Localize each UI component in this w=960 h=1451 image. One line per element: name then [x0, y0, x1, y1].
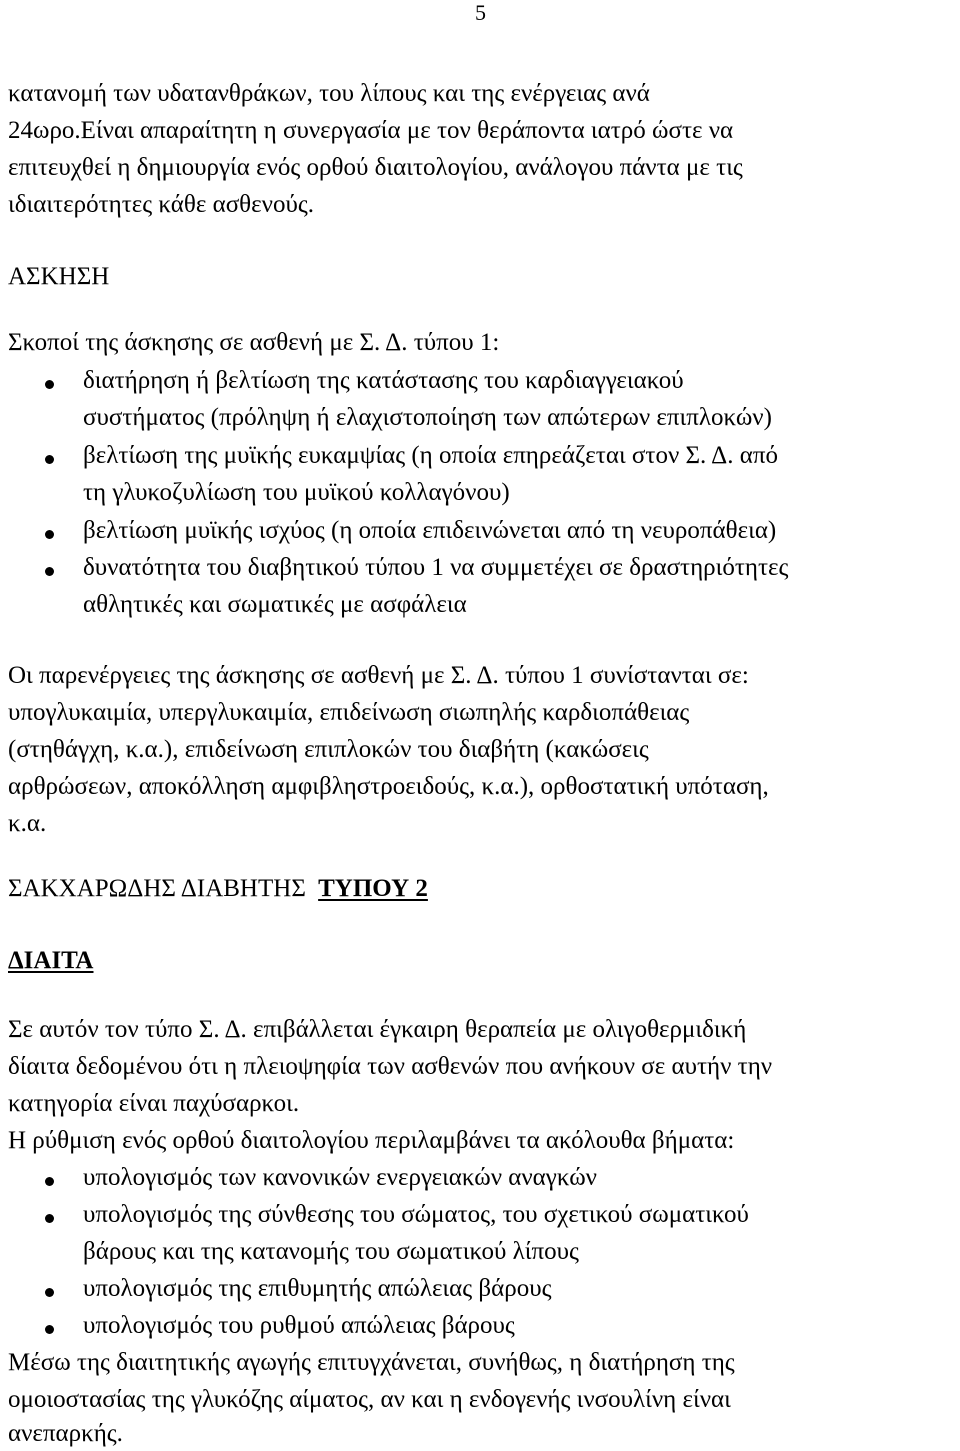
- section-heading-plain: ΣΑΚΧΑΡΩΔΗΣ ΔΙΑΒΗΤΗΣ: [8, 875, 306, 902]
- exercise-heading: ΑΣΚΗΣΗ: [8, 263, 110, 290]
- intro-line: κατανομή των υδατανθράκων, του λίπους και της ενέργειας ανά: [8, 80, 650, 107]
- side-effects-line: Οι παρενέργειες της άσκησης σε ασθενή με Σ. Δ. τύπου 1 συνίστανται σε:: [8, 662, 749, 689]
- bullet-line: βελτίωση μυϊκής ισχύος (η οποία επιδεινώνεται από τη νευροπάθεια): [83, 517, 777, 544]
- step-line: υπολογισμός του ρυθμού απώλειας βάρους: [83, 1312, 515, 1339]
- intro-line: επιτευχθεί η δημιουργία ενός ορθού διαιτολογίου, ανάλογου πάντα με τις: [8, 154, 743, 181]
- step-line: υπολογισμός της επιθυμητής απώλειας βάρους: [83, 1275, 552, 1302]
- diet-line: κατηγορία είναι παχύσαρκοι.: [8, 1090, 300, 1117]
- closing-line: ομοιοστασίας της γλυκόζης αίματος, αν και η ενδογενής ινσουλίνη είναι: [8, 1386, 731, 1413]
- page-number: 5: [475, 0, 486, 25]
- bullet-line: διατήρηση ή βελτίωση της κατάστασης του καρδιαγγειακού: [83, 367, 684, 394]
- section-heading-underlined: ΤΥΠΟΥ 2: [318, 875, 428, 902]
- side-effects-line: αρθρώσεων, αποκόλληση αμφιβληστροειδούς, κ.α.), ορθοστατική υπόταση,: [8, 773, 769, 800]
- intro-line: ιδιαιτερότητες κάθε ασθενούς.: [8, 191, 314, 218]
- bullet-icon: [45, 567, 54, 576]
- bullet-line: τη γλυκοζυλίωση του μυϊκού κολλαγόνου): [83, 479, 510, 506]
- bullet-icon: [45, 1325, 54, 1334]
- diet-line: δίαιτα δεδομένου ότι η πλειοψηφία των ασθενών που ανήκουν σε αυτήν την: [8, 1053, 773, 1080]
- step-line: βάρους και της κατανομής του σωματικού λίπους: [83, 1238, 579, 1265]
- bullet-line: βελτίωση της μυϊκής ευκαμψίας (η οποία επηρεάζεται στον Σ. Δ. από: [83, 442, 778, 469]
- exercise-goals-title: Σκοποί της άσκησης σε ασθενή με Σ. Δ. τύπου 1:: [8, 329, 500, 356]
- intro-line: 24ωρο.Είναι απαραίτητη η συνεργασία με τον θεράποντα ιατρό ώστε να: [8, 117, 734, 144]
- bullet-icon: [45, 455, 54, 464]
- closing-line: ανεπαρκής.: [8, 1420, 123, 1447]
- step-line: υπολογισμός των κανονικών ενεργειακών αναγκών: [83, 1164, 597, 1191]
- bullet-icon: [45, 380, 54, 389]
- bullet-icon: [45, 1214, 54, 1223]
- bullet-icon: [45, 530, 54, 539]
- diet-heading: ΔΙΑΙΤΑ: [8, 947, 94, 974]
- steps-intro: Η ρύθμιση ενός ορθού διαιτολογίου περιλαμβάνει τα ακόλουθα βήματα:: [8, 1127, 735, 1154]
- bullet-line: συστήματος (πρόληψη ή ελαχιστοποίηση των απώτερων επιπλοκών): [83, 404, 772, 431]
- side-effects-line: κ.α.: [8, 810, 47, 837]
- side-effects-line: υπογλυκαιμία, υπεργλυκαιμία, επιδείνωση σιωπηλής καρδιοπάθειας: [8, 699, 690, 726]
- step-line: υπολογισμός της σύνθεσης του σώματος, του σχετικού σωματικού: [83, 1201, 749, 1228]
- bullet-line: αθλητικές και σωματικές με ασφάλεια: [83, 591, 467, 618]
- section-heading: [8, 874, 428, 904]
- bullet-icon: [45, 1288, 54, 1297]
- bullet-icon: [45, 1177, 54, 1186]
- side-effects-line: (στηθάγχη, κ.α.), επιδείνωση επιπλοκών του διαβήτη (κακώσεις: [8, 736, 649, 763]
- bullet-line: δυνατότητα του διαβητικού τύπου 1 να συμμετέχει σε δραστηριότητες: [83, 554, 789, 581]
- diet-line: Σε αυτόν τον τύπο Σ. Δ. επιβάλλεται έγκαιρη θεραπεία με ολιγοθερμιδική: [8, 1016, 747, 1043]
- closing-line: Μέσω της διαιτητικής αγωγής επιτυγχάνεται, συνήθως, η διατήρηση της: [8, 1349, 735, 1376]
